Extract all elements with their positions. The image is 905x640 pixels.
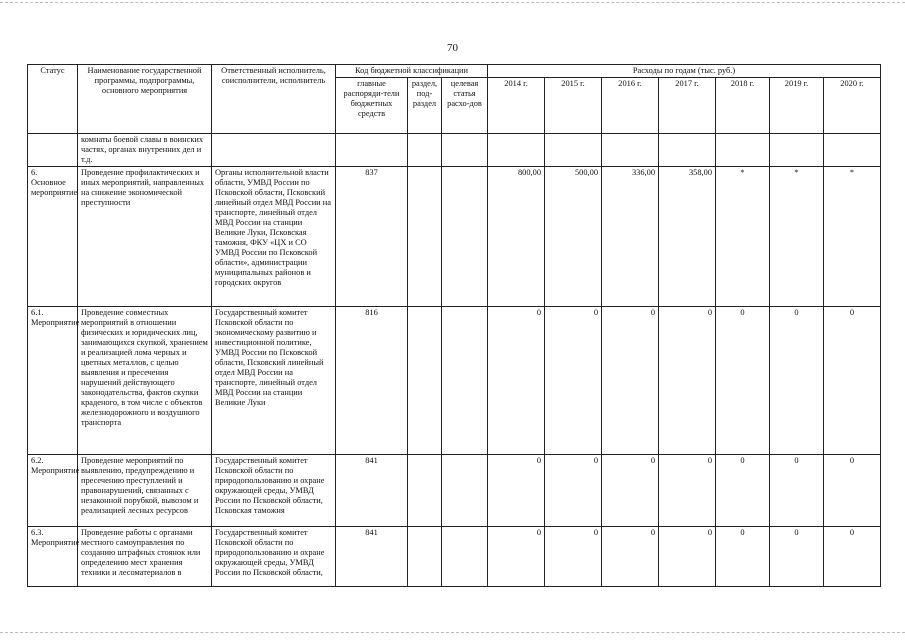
table-row	[28, 455, 881, 527]
header-status: Статус	[28, 65, 78, 134]
cell-2017	[659, 134, 716, 167]
cell-2019	[770, 134, 824, 167]
cell-code: 841	[336, 527, 408, 587]
cell-2015: 0	[545, 455, 602, 527]
table-row	[28, 134, 881, 167]
cell-2014: 0	[488, 455, 545, 527]
cell-2018: 0	[716, 455, 770, 527]
header-year-2016: 2016 г.	[602, 78, 659, 134]
cell-target	[442, 134, 488, 167]
cell-2018	[716, 134, 770, 167]
cell-executor: Государственный комитет Псковской области по природопользованию и охране окружающей среды, УМВД России по Псковской области, Псковская таможня	[212, 455, 336, 527]
header-year-2014: 2014 г.	[488, 78, 545, 134]
header-year-2015: 2015 г.	[545, 78, 602, 134]
cell-2019: 0	[770, 307, 824, 455]
cell-2020: 0	[824, 527, 881, 587]
cell-2014: 0	[488, 307, 545, 455]
cell-name: Проведение мероприятий по выявлению, предупреждению и пресечению преступлений и правонарушений, связанных с незаконной порубкой, вывозом и реализацией лесных ресурсов	[78, 455, 212, 527]
cell-section	[408, 134, 442, 167]
page-number: 70	[447, 42, 458, 54]
cell-executor	[212, 134, 336, 167]
cell-name: Проведение совместных мероприятий в отношении физических и юридических лиц, занимающихся скупкой, хранением и реализацией лома черных и цветных металлов, с целью выявления и пресечения нарушений действующего законодательства, фактов скупки краденого, в том числе с объектов железнодорожного и воздушного транспорта	[78, 307, 212, 455]
cell-code	[336, 134, 408, 167]
cell-code: 841	[336, 455, 408, 527]
cell-2015: 500,00	[545, 167, 602, 307]
cell-2017: 0	[659, 527, 716, 587]
header-budget-code: Код бюджетной классификации	[336, 65, 488, 78]
table-row	[28, 527, 881, 587]
cell-2020	[824, 134, 881, 167]
cell-executor: Государственный комитет Псковской области по экономическому развитию и инвестиционной политике, УМВД России по Псковской области, Псковский линейный отдел МВД России на транспорте, линейный отдел МВД России на станции Великие Луки	[212, 307, 336, 455]
cell-executor: Органы исполнительной власти области, УМВД России по Псковской области, Псковский линейный отдел МВД России на транспорте, линейный отдел МВД России на станции Великие Луки, Псковская таможня, ФКУ «ЦХ и СО УМВД России по Псковской области», администрации муниципальных районов и городских округов	[212, 167, 336, 307]
bottom-edge	[0, 632, 905, 633]
cell-status: 6. Основное мероприятие	[28, 167, 78, 307]
cell-2016: 336,00	[602, 167, 659, 307]
header-executor: Ответственный исполнитель, соисполнители, исполнитель	[212, 65, 336, 134]
cell-2019: *	[770, 167, 824, 307]
cell-2016	[602, 134, 659, 167]
cell-2019: 0	[770, 455, 824, 527]
cell-2015: 0	[545, 307, 602, 455]
header-year-2019: 2019 г.	[770, 78, 824, 134]
cell-section	[408, 307, 442, 455]
cell-2014	[488, 134, 545, 167]
cell-2018: *	[716, 167, 770, 307]
header-year-2018: 2018 г.	[716, 78, 770, 134]
cell-section	[408, 167, 442, 307]
cell-name: Проведение профилактических и иных мероприятий, направленных на снижение экономической преступности	[78, 167, 212, 307]
header-target-article: целевая статья расхо-дов	[442, 78, 488, 134]
cell-target	[442, 455, 488, 527]
cell-status: 6.3. Мероприятие	[28, 527, 78, 587]
cell-target	[442, 167, 488, 307]
cell-section	[408, 527, 442, 587]
top-edge	[0, 2, 905, 3]
cell-2018: 0	[716, 527, 770, 587]
cell-2016: 0	[602, 307, 659, 455]
header-expenses: Расходы по годам (тыс. руб.)	[488, 65, 881, 78]
cell-executor: Государственный комитет Псковской области по природопользованию и охране окружающей среды, УМВД России по Псковской области,	[212, 527, 336, 587]
table-row	[28, 167, 881, 307]
cell-2017: 0	[659, 307, 716, 455]
program-table	[27, 64, 881, 587]
header-section: раздел, под-раздел	[408, 78, 442, 134]
cell-target	[442, 307, 488, 455]
cell-name: Проведение работы с органами местного самоуправления по созданию штрафных стоянок или определению мест хранения техники и лесоматериалов в	[78, 527, 212, 587]
cell-target	[442, 527, 488, 587]
cell-2017: 358,00	[659, 167, 716, 307]
cell-2020: 0	[824, 307, 881, 455]
cell-2016: 0	[602, 455, 659, 527]
cell-status: 6.2. Мероприятие	[28, 455, 78, 527]
cell-section	[408, 455, 442, 527]
cell-2014: 0	[488, 527, 545, 587]
cell-2017: 0	[659, 455, 716, 527]
table-row	[28, 307, 881, 455]
cell-status	[28, 134, 78, 167]
header-main-managers: главные распоряди-тели бюджетных средств	[336, 78, 408, 134]
cell-status: 6.1. Мероприятие	[28, 307, 78, 455]
header-year-2017: 2017 г.	[659, 78, 716, 134]
cell-name: комнаты боевой славы в воинских частях, органах внутренних дел и т.д.	[78, 134, 212, 167]
cell-2018: 0	[716, 307, 770, 455]
cell-2020: 0	[824, 455, 881, 527]
cell-2015: 0	[545, 527, 602, 587]
cell-code: 837	[336, 167, 408, 307]
cell-2019: 0	[770, 527, 824, 587]
cell-2015	[545, 134, 602, 167]
cell-2014: 800,00	[488, 167, 545, 307]
header-year-2020: 2020 г.	[824, 78, 881, 134]
cell-2016: 0	[602, 527, 659, 587]
cell-code: 816	[336, 307, 408, 455]
cell-2020: *	[824, 167, 881, 307]
header-name: Наименование государственной программы, подпрограммы, основного мероприятия	[78, 65, 212, 134]
